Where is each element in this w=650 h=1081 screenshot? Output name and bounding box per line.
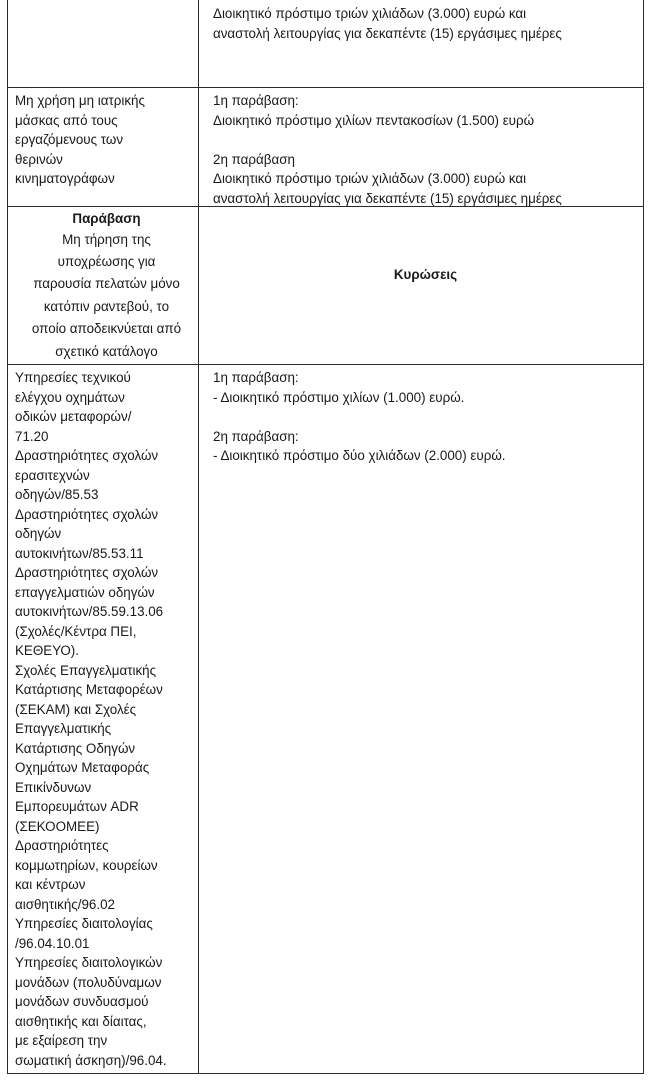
header-violation-title: Παράβαση [72,211,141,226]
header-violation-text: Μη τήρηση της υποχρέωσης για παρουσία πελατών μόνο κατόπιν ραντεβού, το οποίο αποδεικνύεται από σχετικό κατάλογο [31,231,182,359]
header-sanctions-cell [213,265,638,285]
row-divider [7,364,644,365]
table-border-left [7,0,8,1074]
last-row-activities-cell [15,368,198,1070]
sanctions-table [7,0,644,1074]
table-border-bottom [7,1073,644,1074]
row-2-first-offense: 1η παράβαση: Διοικητικό πρόστιμο χιλίων πεντακοσίων (1.500) ευρώ [213,93,535,128]
header-sanctions-title: Κυρώσεις [393,267,458,282]
row-1-sanction-text: Διοικητικό πρόστιμο τριών χιλιάδων (3.000) ευρώ και αναστολή λειτουργίας για δεκαπέντε (15) εργάσιμες ημέρες [213,6,562,41]
row-2-second-offense: 2η παράβαση Διοικητικό πρόστιμο τριών χιλιάδων (3.000) ευρώ και αναστολή λειτουργίας για δεκαπέντε (15) εργάσιμες ημέρες [213,151,562,206]
row-2-sanctions-cell [213,91,638,208]
row-1-sanctions-cell [213,4,638,43]
last-row-second-offense: 2η παράβαση: - Διοικητικό πρόστιμο δύο χιλιάδων (2.000) ευρώ. [213,428,506,463]
row-divider [7,87,644,88]
column-divider [198,0,199,1074]
header-violation-cell [15,209,198,363]
table-border-right [643,0,644,1074]
row-2-violation-text: Μη χρήση μη ιατρικής μάσκας από τους εργαζόμενους των θερινών κινηματογράφων [15,93,145,186]
last-row-first-offense: 1η παράβαση: - Διοικητικό πρόστιμο χιλίων (1.000) ευρώ. [213,370,465,405]
row-2-violation-cell [15,91,198,189]
last-row-activities-text: Υπηρεσίες τεχνικού ελέγχου οχημάτων οδικών μεταφορών/ 71.20 Δραστηριότητες σχολών ερασιτεχνών οδηγών/85.53 Δραστηριότητες σχολών οδηγών αυτοκινήτων/85.53.11 Δραστηριότητες σχολών επαγγελματιών οδηγών αυτοκινήτων/85.59.13.06 (Σχολές/Κέντρα ΠΕΙ, ΚΕΘΕΥΟ). Σχολές Επαγγελματικής Κατάρτισης Μεταφορέων (ΣΕΚΑΜ) και Σχολές Επαγγελματικής Κατάρτισης Οδηγών Οχημάτων Μεταφοράς Επικίνδυνων Εμπορευμάτων ADR (ΣΕΚΟΟΜΕΕ) Δραστηριότητες κομμωτηρίων, κουρείων και κέντρων αισθητικής/96.02 Υπηρεσίες διαιτολογίας /96.04.10.01 Υπηρεσίες διαιτολογικών μονάδων (πολυδύναμων μονάδων συνδυασμού αισθητικής και δίαιτας, με εξαίρεση την σωματική άσκηση)/96.04. [15,370,167,1068]
last-row-sanctions-cell [213,368,638,466]
